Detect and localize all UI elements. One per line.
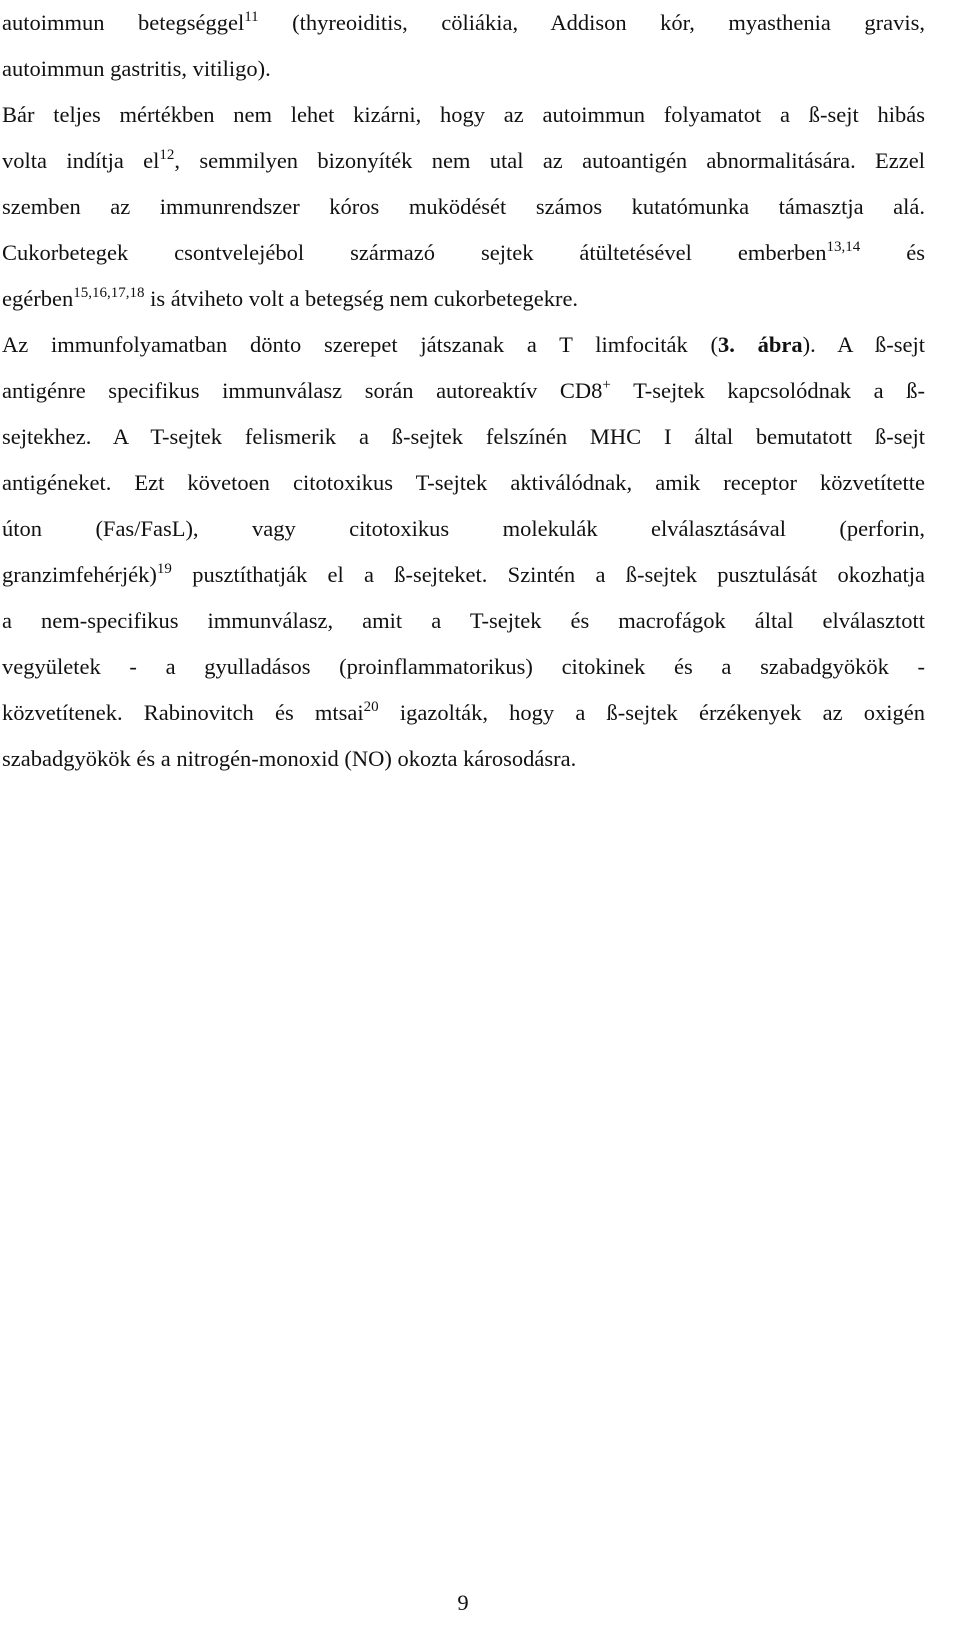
text-line: antigénre specifikus immunválasz során autoreaktív CD8+ T-sejtek kapcsolódnak a ß-: [2, 377, 925, 403]
text-line: antigéneket. Ezt követoen citotoxikus T-sejtek aktiválódnak, amik receptor közvetítette: [2, 470, 925, 495]
figure-reference: 3. ábra: [718, 332, 803, 357]
citation-superscript: 11: [244, 9, 259, 25]
body-text: [2, 0, 925, 782]
citation-superscript: 13,14: [826, 239, 861, 255]
text-line: szemben az immunrendszer kóros muködését számos kutatómunka támasztja alá.: [2, 194, 925, 219]
text-line: Cukorbetegek csontvelejébol származó sejtek átültetésével emberben$^{13,14}$ és: [2, 239, 925, 265]
text-line: egérben$^{15,16,17,18}$ is átviheto volt a betegség nem cukorbetegekre.: [2, 285, 579, 311]
text-line: autoimmun betegséggel$^{11}$ (thyreoiditis, cöliákia, Addison kór, myasthenia gravis,: [2, 9, 925, 35]
text-line: közvetítenek. Rabinovitch és mtsai$^{20}$ igazolták, hogy a ß-sejtek érzékenyek az oxigén: [2, 699, 925, 725]
text-line: szabadgyökök és a nitrogén-monoxid (NO) okozta károsodásra.: [2, 746, 577, 771]
citation-superscript: 19: [156, 561, 172, 577]
text-line: úton (Fas/FasL), vagy citotoxikus molekulák elválasztásával (perforin,: [2, 516, 925, 541]
text-line: granzimfehérjék)$^{19}$ pusztíthatják el a ß-sejteket. Szintén a ß-sejtek pusztulását okozhatja: [2, 561, 925, 587]
text-line: sejtekhez. A T-sejtek felismerik a ß-sejtek felszínén MHC I által bemutatott ß-sejt: [2, 424, 925, 449]
citation-superscript: 12: [159, 147, 175, 163]
text-line: autoimmun gastritis, vitiligo).: [2, 56, 271, 81]
text-line: vegyületek - a gyulladásos (proinflammatorikus) citokinek és a szabadgyökök -: [2, 654, 925, 679]
superscript-plus: +: [602, 377, 611, 393]
text-line: a nem-specifikus immunválasz, amit a T-sejtek és macrofágok által elválasztott: [2, 608, 925, 633]
text-line: Az immunfolyamatban dönto szerepet játszanak a T limfociták (3. ábra). A ß-sejt: [2, 332, 926, 357]
text-line: Bár teljes mértékben nem lehet kizárni, hogy az autoimmun folyamatot a ß-sejt hibás: [2, 102, 925, 127]
text-line: volta indítja $el^{12}$, semmilyen bizonyíték nem utal az autoantigén abnormalitására. Ezzel: [2, 147, 925, 173]
citation-superscript: 15,16,17,18: [73, 285, 145, 301]
page-number: 9: [457, 1590, 469, 1615]
citation-superscript: 20: [363, 699, 379, 715]
